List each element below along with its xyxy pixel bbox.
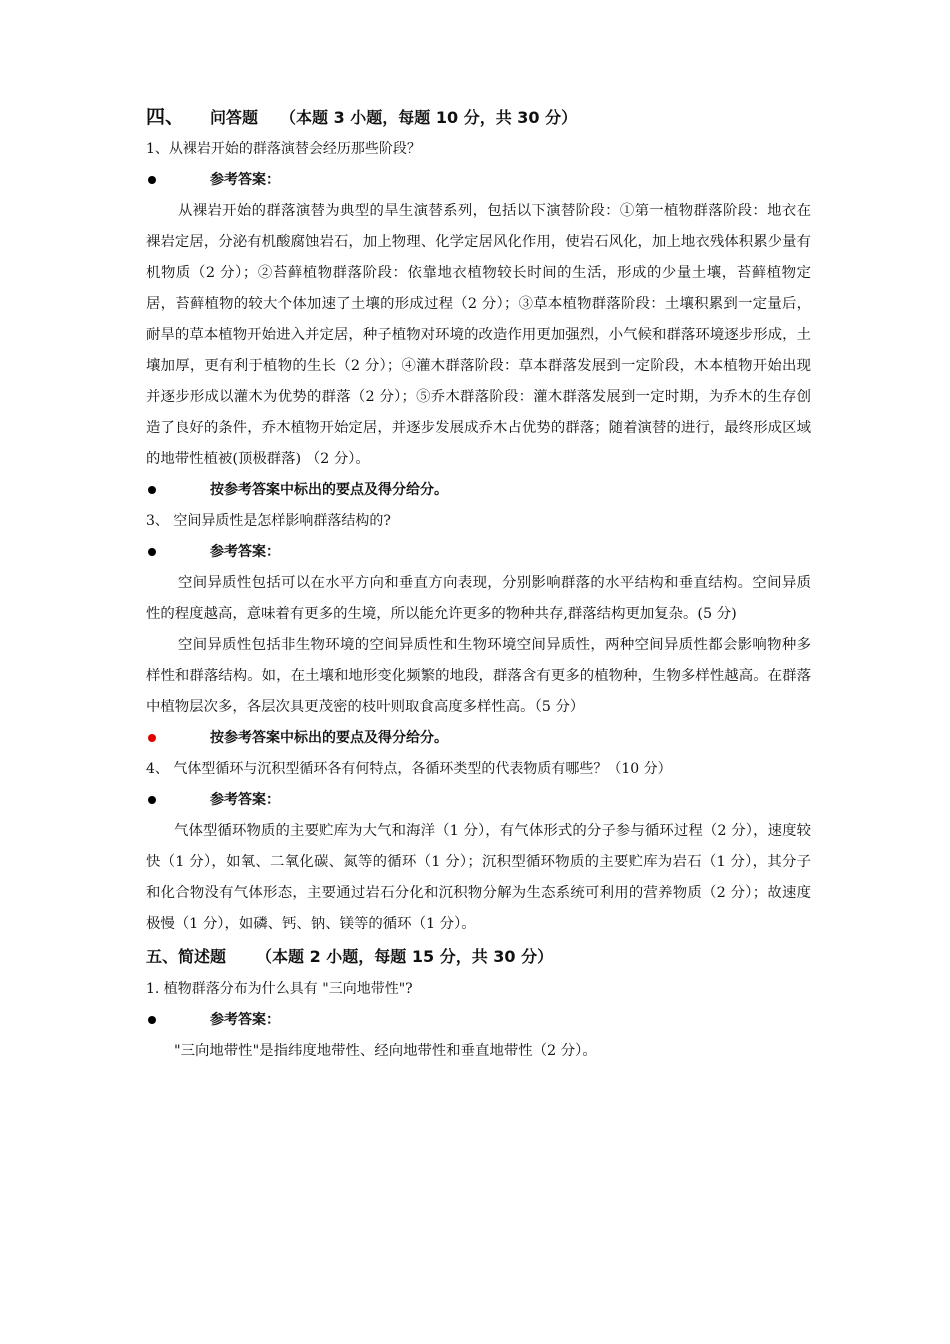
bullet-icon — [148, 734, 156, 742]
answer-1-text: 从裸岩开始的群落演替为典型的旱生演替系列，包括以下演替阶段：①第一植物群落阶段：地衣在裸岩定居，分泌有机酸腐蚀岩石，加上物理、化学定居风化作用，使岩石风化，加上地衣残体积累少量有机物质（2 分）；②苔藓植物群落阶段：依靠地衣植物较长时间的生活，形成的少量土壤，苔藓植物定居，苔藓植物的较大个体加速了土壤的形成过程（2 分）；③草本植物群落阶段：土壤积累到一定量后，耐旱的草本植物开始进入并定居，种子植物对环境的改造作用更加强烈，小气候和群落环境逐步形成，土壤加厚，更有利于植物的生长（2 分）；④灌木群落阶段：草本群落发展到一定阶段，木本植物开始出现并逐步形成以灌木为优势的群落（2 分）；⑤乔木群落阶段：灌木群落发展到一定时期，为乔木的生存创造了良好的条件，乔木植物开始定居，并逐步发展成乔木占优势的群落；随着演替的进行，最终形成区域的地带性植被(顶极群落) （2 分）。 — [146, 203, 811, 467]
answer-heading — [146, 537, 811, 568]
section-number: 四、 — [146, 106, 185, 128]
question-3: 3、 空间异质性是怎样影响群落结构的? — [146, 513, 391, 529]
grading-text: 按参考答案中标出的要点及得分给分。 — [210, 730, 448, 746]
section-note: （本题 3 小题，每题 10 分，共 30 分） — [280, 108, 578, 127]
question-1: 1、从裸岩开始的群落演替会经历那些阶段？ — [146, 141, 421, 157]
answer-label: 参考答案： — [210, 544, 280, 560]
bullet-icon — [148, 548, 156, 556]
bullet-icon — [148, 1016, 156, 1024]
section-4-heading — [146, 100, 811, 134]
question-4: 4、 气体型循环与沉积型循环各有何特点，各循环类型的代表物质有哪些？（10 分） — [146, 761, 672, 777]
bullet-icon — [148, 176, 156, 184]
grading-note — [146, 723, 811, 754]
answer-heading — [146, 785, 811, 816]
section-title: 问答题 — [210, 108, 259, 127]
section-title: 五、简述题 — [146, 947, 227, 966]
section-note: （本题 2 小题，每题 15 分，共 30 分） — [256, 947, 554, 966]
answer-4-text: 气体型循环物质的主要贮库为大气和海洋（1 分），有气体形式的分子参与循环过程（2 分），速度较快（1 分），如氧、二氧化碳、氮等的循环（1 分）；沉积型循环物质的主要贮库为岩石（1 分），其分子和化合物没有气体形态，主要通过岩石分化和沉积物分解为生态系统可利用的营养物质（2 分）；故速度极慢（1 分），如磷、钙、钠、镁等的循环（1 分）。 — [146, 823, 811, 932]
answer-heading — [146, 1005, 811, 1036]
answer-3-text-2: 空间异质性包括非生物环境的空间异质性和生物环境空间异质性，两种空间异质性都会影响物种多样性和群落结构。如，在土壤和地形变化频繁的地段，群落含有更多的植物种，生物多样性越高。在群落中植物层次多，各层次具更茂密的枝叶则取食高度多样性高。（5 分） — [146, 637, 811, 715]
answer-label: 参考答案： — [210, 792, 280, 808]
answer-heading — [146, 165, 811, 196]
bullet-icon — [148, 486, 156, 494]
grading-note — [146, 475, 811, 506]
bullet-icon — [148, 796, 156, 804]
grading-text: 按参考答案中标出的要点及得分给分。 — [210, 482, 448, 498]
section-5-heading — [146, 940, 811, 974]
answer-label: 参考答案： — [210, 1012, 280, 1028]
answer-5-1-text: "三向地带性"是指纬度地带性、经向地带性和垂直地带性（2 分）。 — [174, 1043, 597, 1059]
answer-label: 参考答案： — [210, 172, 280, 188]
question-5-1: 1. 植物群落分布为什么具有 "三向地带性"? — [146, 981, 413, 997]
page-content — [146, 100, 811, 1067]
answer-3-text-1: 空间异质性包括可以在水平方向和垂直方向表现，分别影响群落的水平结构和垂直结构。空间异质性的程度越高，意味着有更多的生境，所以能允许更多的物种共存,群落结构更加复杂。(5 分) — [146, 575, 811, 622]
